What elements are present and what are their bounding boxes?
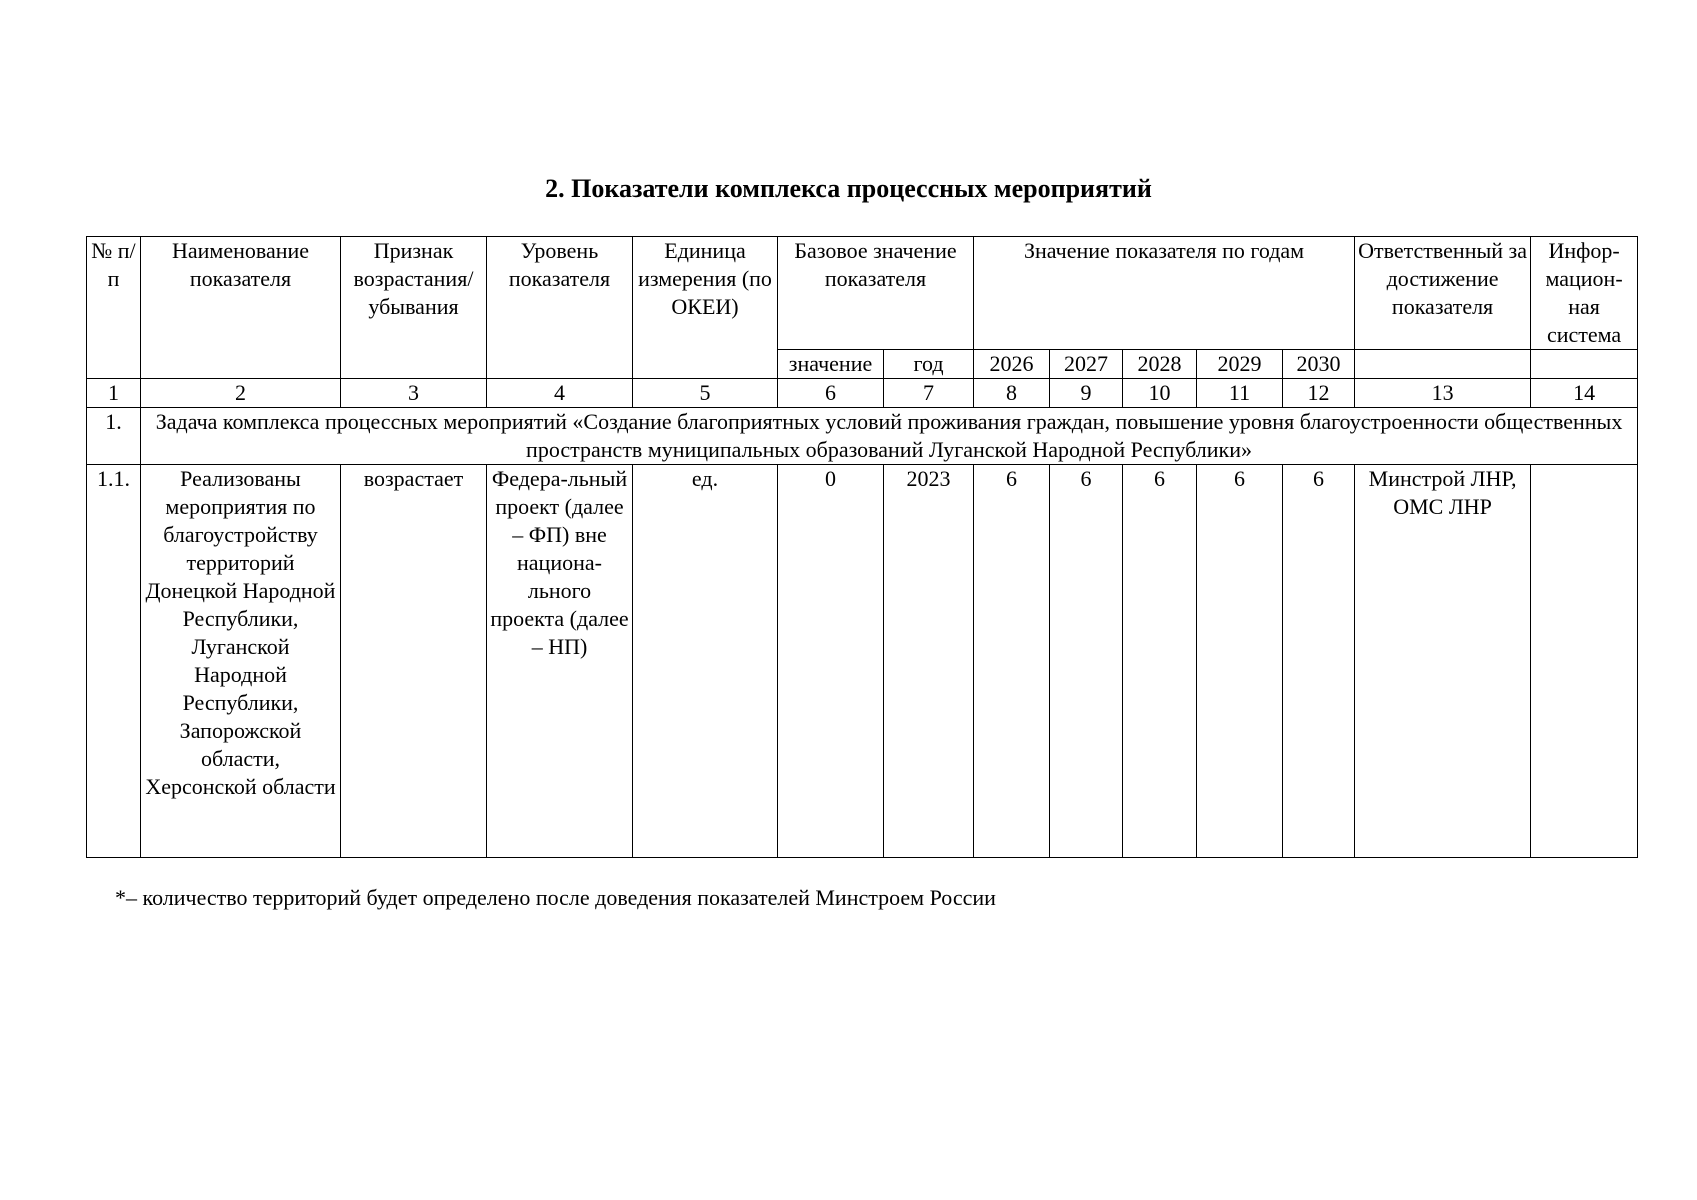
page-title: 2. Показатели комплекса процессных мероприятий [545,174,1152,203]
column-number: 6 [778,379,884,408]
header-year-2029: 2029 [1197,350,1283,379]
row-unit: ед. [633,465,778,858]
column-number: 5 [633,379,778,408]
header-base-year: год [884,350,974,379]
row-base-value: 0 [778,465,884,858]
column-number: 12 [1283,379,1355,408]
column-number: 3 [341,379,487,408]
column-number: 13 [1355,379,1531,408]
footnote: *– количество территорий будет определено после доведения показателей Минстроем России [115,885,996,910]
task-text: Задача комплекса процессных мероприятий «Создание благоприятных условий проживания граждан, повышение уровня благоустроенности общественных пространств муниципальных образований Луганской Народной Республики» [141,408,1638,465]
column-number: 14 [1531,379,1638,408]
header-year-2027: 2027 [1050,350,1123,379]
row-value-2027: 6 [1050,465,1123,858]
row-value-2030: 6 [1283,465,1355,858]
row-sign: возрастает [341,465,487,858]
table-row [87,465,1638,858]
row-indicator-name: Реализованы мероприятия по благоустройству территорий Донецкой Народной Республики, Луганской Народной Республики, Запорожской области, Херсонской области [141,465,341,858]
header-base-value: значение [778,350,884,379]
header-year-2028: 2028 [1123,350,1197,379]
task-num: 1. [87,408,141,465]
row-value-2026: 6 [974,465,1050,858]
column-number: 10 [1123,379,1197,408]
indicators-table [86,236,1638,858]
row-base-year: 2023 [884,465,974,858]
header-year-2030: 2030 [1283,350,1355,379]
row-value-2029: 6 [1197,465,1283,858]
row-info-system [1531,465,1638,858]
header-info-system: Инфор-мацион-ная система [1531,237,1638,350]
header-info-system-sub [1531,350,1638,379]
header-row-main [87,237,1638,350]
header-num: № п/п [87,237,141,379]
task-row [87,408,1638,465]
column-number: 9 [1050,379,1123,408]
header-years-group: Значение показателя по годам [974,237,1355,350]
header-level: Уровень показателя [487,237,633,379]
header-year-2026: 2026 [974,350,1050,379]
header-base: Базовое значение показателя [778,237,974,350]
column-number: 4 [487,379,633,408]
row-num: 1.1. [87,465,141,858]
header-name: Наименование показателя [141,237,341,379]
header-sign: Признак возрастания/ убывания [341,237,487,379]
row-responsible: Минстрой ЛНР, ОМС ЛНР [1355,465,1531,858]
header-responsible: Ответственный за достижение показателя [1355,237,1531,350]
row-level: Федера-льный проект (далее – ФП) вне национа-льного проекта (далее – НП) [487,465,633,858]
column-numbers-row [87,379,1638,408]
column-number: 7 [884,379,974,408]
column-number: 1 [87,379,141,408]
header-responsible-sub [1355,350,1531,379]
row-value-2028: 6 [1123,465,1197,858]
column-number: 11 [1197,379,1283,408]
header-unit: Единица измерения (по ОКЕИ) [633,237,778,379]
column-number: 8 [974,379,1050,408]
column-number: 2 [141,379,341,408]
